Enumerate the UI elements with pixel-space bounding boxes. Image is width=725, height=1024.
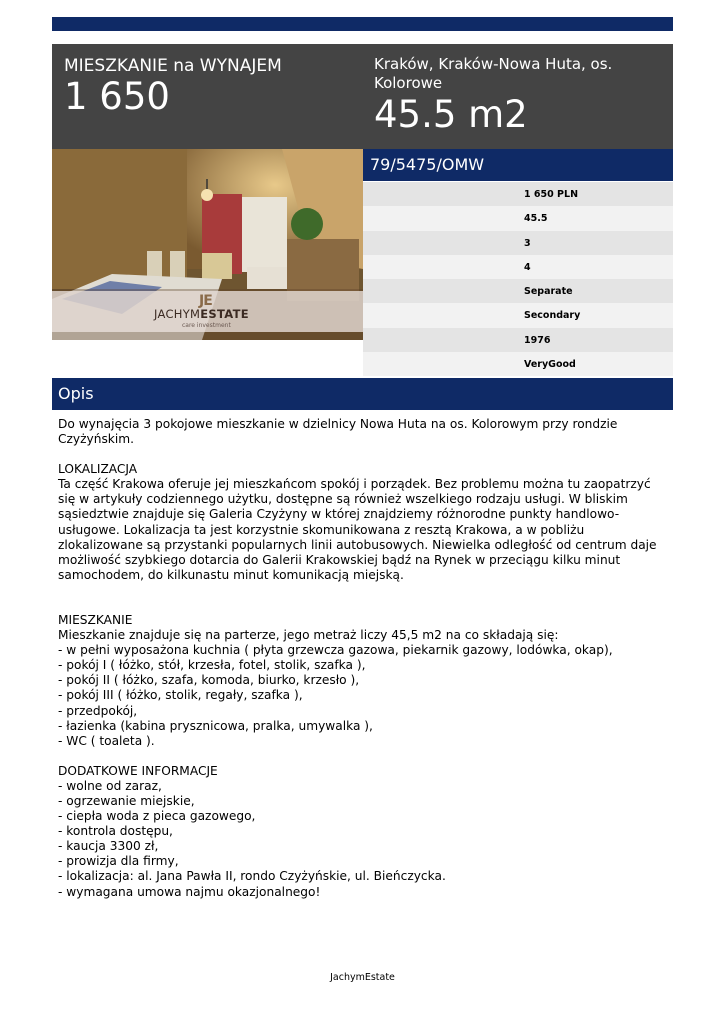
- extra-line: - kontrola dostępu,: [58, 824, 173, 839]
- listing-location: Kraków, Kraków-Nowa Huta, os. Kolorowe: [374, 55, 613, 92]
- extra-heading: DODATKOWE INFORMACJE: [58, 763, 218, 778]
- param-value: 1976: [524, 334, 551, 346]
- apartment-photo: [52, 149, 363, 340]
- left-wall: [52, 149, 187, 289]
- logo-mark: JE: [199, 293, 212, 309]
- param-row-rooms: [363, 231, 673, 255]
- param-row-market: [363, 303, 673, 327]
- logo-band: [52, 291, 363, 332]
- param-value: VeryGood: [524, 359, 576, 371]
- param-value: 1 650 PLN: [524, 189, 579, 200]
- description-intro: Do wynajęcia 3 pokojowe mieszkanie w dzielnicy Nowa Huta na os. Kolorowym przy rondzie Czyżyńskim.: [58, 417, 618, 447]
- params-table: [363, 182, 673, 376]
- apartment-line: - pokój II ( łóżko, szafa, komoda, biurko, krzesło ),: [58, 673, 360, 688]
- apartment-line: - pokój I ( łóżko, stół, krzesła, fotel, stolik, szafka ),: [58, 658, 366, 673]
- sofa: [247, 267, 287, 289]
- description-body: [58, 417, 668, 900]
- logo-brand-light: JACHYM: [154, 307, 201, 321]
- param-row-price: [363, 182, 673, 206]
- logo-brand-bold: ESTATE: [200, 307, 249, 321]
- location-heading: LOKALIZACJA: [58, 462, 138, 477]
- param-value: Secondary: [524, 310, 581, 322]
- param-value: 4: [524, 261, 531, 273]
- param-row-area: [363, 206, 673, 230]
- description-title: Opis: [52, 378, 673, 410]
- apartment-line: Mieszkanie znajduje się na parterze, jego metraż liczy 45,5 m2 na co składają się:: [58, 628, 559, 643]
- extra-line: - lokalizacja: al. Jana Pawła II, rondo Czyżyńskie, ul. Bieńczycka.: [58, 869, 446, 884]
- listing-area: 45.5 m2: [374, 93, 528, 136]
- extra-line: - kaucja 3300 zł,: [58, 839, 159, 854]
- apartment-heading: MIESZKANIE: [58, 612, 133, 627]
- extra-line: - prowizja dla firmy,: [58, 854, 179, 869]
- footer-brand: JachymEstate: [330, 972, 395, 983]
- extra-line: - ciepła woda z pieca gazowego,: [58, 809, 256, 824]
- param-row-kitchen: [363, 279, 673, 303]
- extra-line: - wymagana umowa najmu okazjonalnego!: [58, 884, 321, 899]
- apartment-line: - pokój III ( łóżko, stolik, regały, szafka ),: [58, 688, 303, 703]
- apartment-line: - łazienka (kabina prysznicowa, pralka, umywalka ),: [58, 718, 373, 733]
- param-value: Separate: [524, 286, 573, 298]
- location-text: Ta część Krakowa oferuje jej mieszkańcom spokój i porządek. Bez problemu można tu zaopatrzyć się w artykuły codziennego użytku, dostępne są również wszelkiego rodzaju usługi. W bliskim sąsiedztwie znajduje się Galeria Czyżyny w której znajdziemy różnorodne punkty handlowo-usługowe. Lokalizacja ta jest korzystnie skomunikowana z resztą Krakowa, a w pobliżu zlokalizowane są przystanki popularnych linii autobusowych. Niewielka odległość od centrum daje możliwość szybkiego dotarcia do Galerii Krakowskiej bądź na Rynek w przeciągu kilku minut samochodem, do kilkunastu minut komunikacją miejską.: [58, 477, 657, 582]
- header-right: [374, 55, 664, 136]
- header-left: [64, 56, 354, 118]
- listing-type: MIESZKANIE na WYNAJEM: [64, 56, 282, 76]
- extra-line: - ogrzewanie miejskie,: [58, 793, 195, 808]
- logo-brand: [154, 307, 249, 321]
- param-value: 3: [524, 237, 531, 249]
- window-curtain: [242, 197, 287, 272]
- apartment-line: - WC ( toaleta ).: [58, 733, 155, 748]
- chair-2: [170, 251, 185, 281]
- param-row-year: [363, 328, 673, 352]
- reference-number: 79/5475/OMW: [363, 149, 673, 181]
- param-row-floor: [363, 255, 673, 279]
- logo-tagline: care investment: [182, 322, 231, 329]
- apartment-line: - w pełni wyposażona kuchnia ( płyta grzewcza gazowa, piekarnik gazowy, lodówka, okap),: [58, 643, 613, 658]
- extra-line: - wolne od zaraz,: [58, 778, 162, 793]
- param-value: 45.5: [524, 213, 548, 225]
- top-accent-bar: [52, 17, 673, 31]
- param-row-condition: [363, 352, 673, 376]
- listing-price: 1 650: [64, 75, 170, 118]
- listing-header: [52, 44, 673, 149]
- armchair: [202, 253, 232, 279]
- apartment-line: - przedpokój,: [58, 703, 138, 718]
- plant: [291, 208, 323, 240]
- ceiling-lamp: [201, 189, 213, 201]
